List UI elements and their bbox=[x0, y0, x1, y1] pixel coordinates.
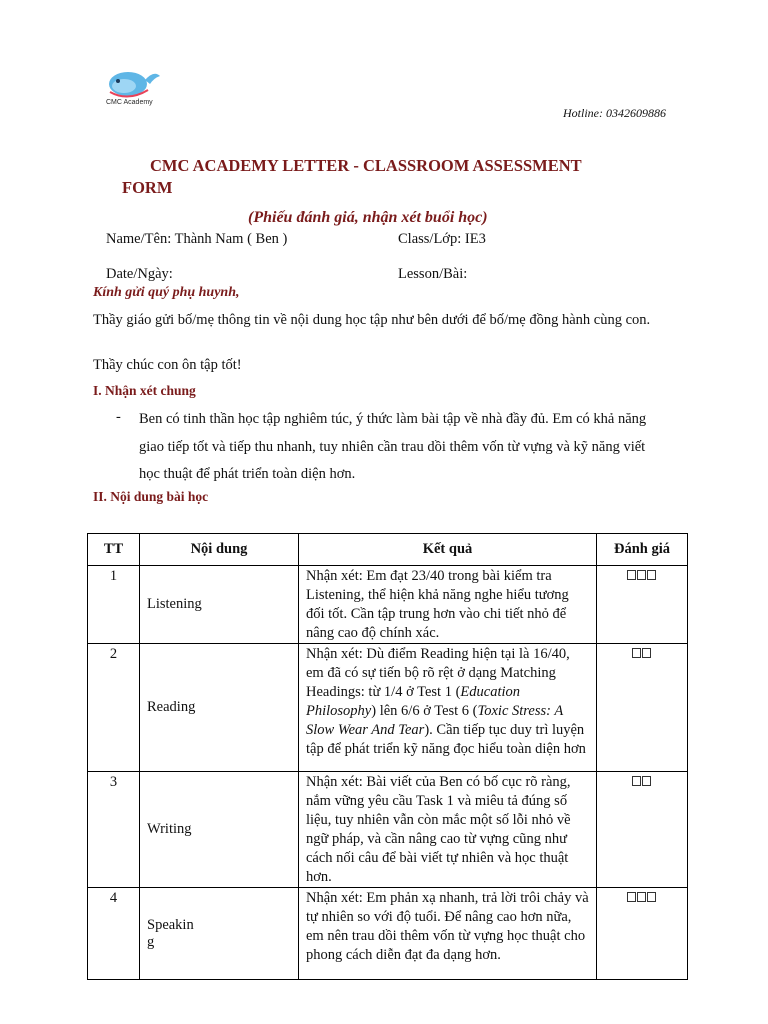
form-title bbox=[122, 155, 642, 199]
row-content: Listening bbox=[140, 566, 299, 644]
rating-star-icon bbox=[632, 776, 641, 786]
rating-stars bbox=[627, 892, 657, 905]
row-number: 2 bbox=[109, 646, 118, 662]
col-content: Nội dung bbox=[140, 534, 299, 566]
table-row bbox=[88, 772, 688, 888]
rating-star-icon bbox=[627, 570, 636, 580]
content-line: Speakin bbox=[147, 916, 194, 933]
result-text: ). Cần tiếp tục duy trì luyện tập để phát triển kỹ năng đọc hiểu toàn diện hơn bbox=[306, 722, 586, 757]
section-lesson-heading: II. Nội dung bài học bbox=[93, 489, 209, 504]
rating-stars bbox=[632, 776, 652, 789]
title-line-1: CMC ACADEMY LETTER - CLASSROOM ASSESSMENT bbox=[150, 156, 582, 175]
row-result: Nhận xét: Em đạt 23/40 trong bài kiểm tra Listening, thể hiện khả năng nghe hiểu tương đối tốt. Cần tập trung hơn vào chi tiết nhỏ để nâng cao độ chính xác. bbox=[299, 566, 597, 644]
rating-star-icon bbox=[637, 892, 646, 902]
row-content: Reading bbox=[140, 644, 299, 772]
student-name: Name/Tên: Thành Nam ( Ben ) bbox=[106, 231, 288, 247]
content-line: g bbox=[147, 933, 155, 950]
intro-paragraph: Thầy giáo gửi bố/mẹ thông tin về nội dung học tập như bên dưới để bố/mẹ đồng hành cùng con. bbox=[93, 312, 651, 328]
row-result: Nhận xét: Bài viết của Ben có bố cục rõ ràng, nắm vững yêu cầu Task 1 và miêu tả đúng số liệu, tuy nhiên vẫn còn mắc một số lỗi nhỏ về ngữ pháp, và cần nâng cao từ vựng cũng như cách nối câu để bài viết tự nhiên và học thuật hơn. bbox=[299, 772, 597, 888]
bullet-dash: - bbox=[116, 409, 121, 425]
row-number: 4 bbox=[109, 890, 118, 906]
result-text: ) lên 6/6 ở Test 6 ( bbox=[371, 703, 478, 719]
rating-stars bbox=[632, 648, 652, 661]
rating-star-icon bbox=[632, 648, 641, 658]
rating-star-icon bbox=[642, 776, 651, 786]
section-general-heading: I. Nhận xét chung bbox=[93, 383, 196, 398]
wish-paragraph: Thầy chúc con ôn tập tốt! bbox=[93, 357, 242, 373]
rating-stars bbox=[627, 570, 657, 583]
result-italic: Education Philosophy bbox=[306, 684, 521, 719]
assessment-table bbox=[87, 533, 688, 980]
class-field: Class/Lớp: IE3 bbox=[398, 231, 486, 247]
result-italic: Toxic Stress: A Slow Wear And Tear bbox=[306, 703, 563, 738]
row-result: Nhận xét: Em phản xạ nhanh, trả lời trôi chảy và tự nhiên so với độ tuổi. Để nâng cao hơn nữa, em nên trau dồi thêm vốn từ vựng học thuật cho phong cách diễn đạt đa dạng hơn. bbox=[299, 888, 597, 980]
row-content: Writing bbox=[140, 772, 299, 888]
row-result bbox=[299, 644, 597, 772]
col-rating: Đánh giá bbox=[597, 534, 688, 566]
table-header-row bbox=[88, 534, 688, 566]
greeting: Kính gửi quý phụ huynh, bbox=[93, 285, 240, 300]
row-content bbox=[140, 888, 299, 980]
date-field: Date/Ngày: bbox=[106, 266, 173, 282]
result-text: Nhận xét: Dù điểm Reading hiện tại là 16/40, em đã có sự tiến bộ rõ rệt ở dạng Matching Headings: từ 1/4 ở Test 1 ( bbox=[306, 646, 570, 700]
rating-star-icon bbox=[627, 892, 636, 902]
row-number: 1 bbox=[109, 568, 118, 584]
table-row bbox=[88, 644, 688, 772]
col-tt: TT bbox=[88, 534, 140, 566]
rating-star-icon bbox=[642, 648, 651, 658]
row-number: 3 bbox=[109, 774, 118, 790]
form-subtitle: (Phiếu đánh giá, nhận xét buổi học) bbox=[248, 209, 488, 226]
general-comment: Ben có tinh thần học tập nghiêm túc, ý thức làm bài tập về nhà đầy đủ. Em có khả năng giao tiếp tốt và tiếp thu nhanh, tuy nhiên cần trau dồi thêm vốn từ vựng và kỹ năng viết học thuật để phát triển toàn diện hơn. bbox=[139, 411, 647, 482]
rating-star-icon bbox=[647, 570, 656, 580]
title-line-2: FORM bbox=[122, 178, 173, 197]
rating-star-icon bbox=[637, 570, 646, 580]
lesson-field: Lesson/Bài: bbox=[398, 266, 468, 282]
hotline: Hotline: 0342609886 bbox=[563, 106, 666, 120]
table-row bbox=[88, 566, 688, 644]
logo-text: CMC Academy bbox=[106, 99, 153, 106]
rating-star-icon bbox=[647, 892, 656, 902]
table-row bbox=[88, 888, 688, 980]
col-result: Kết quả bbox=[299, 534, 597, 566]
